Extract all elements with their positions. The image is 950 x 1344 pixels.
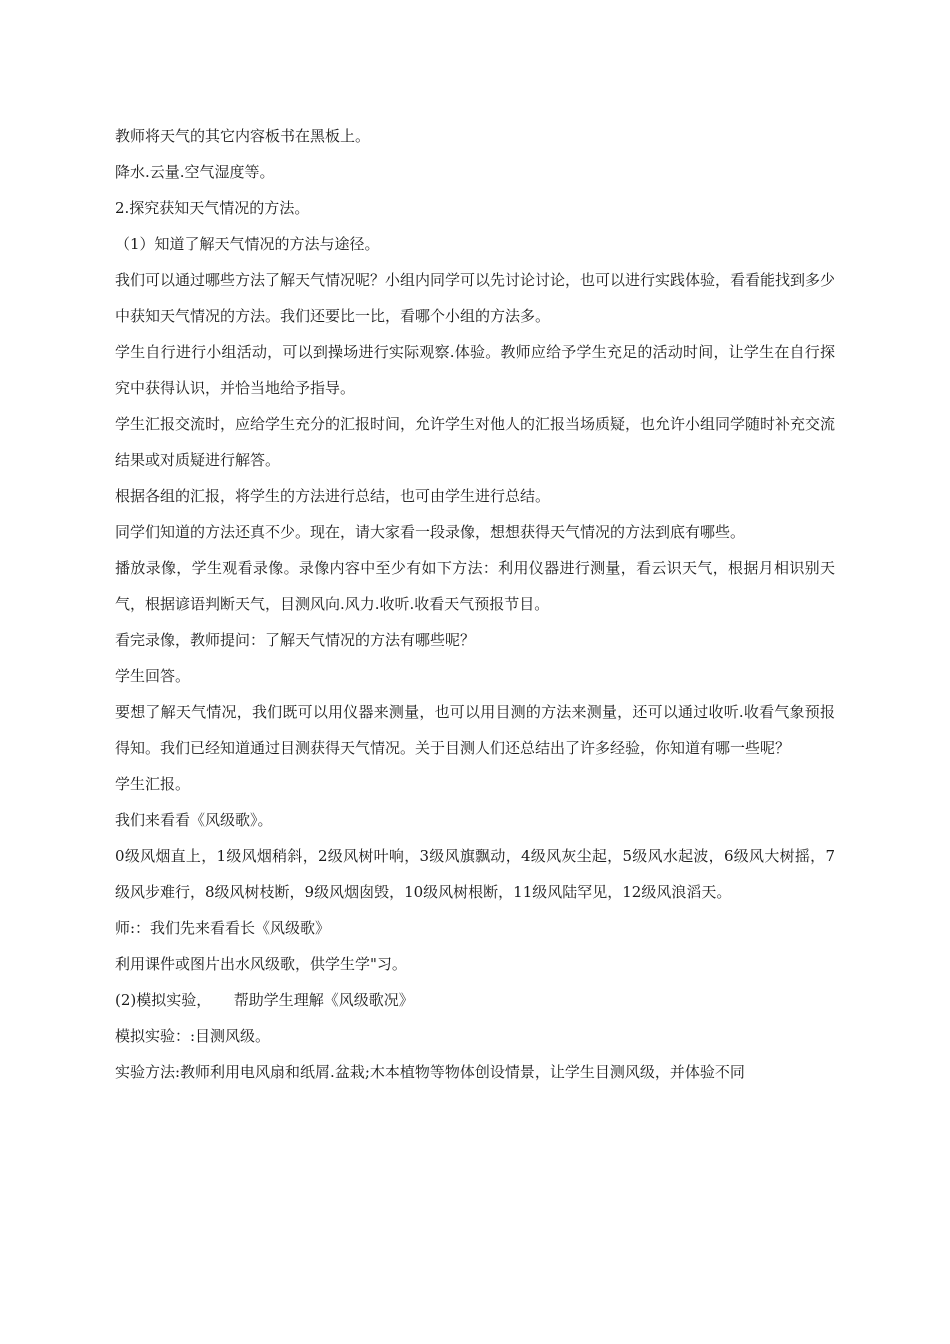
paragraph: 要想了解天气情况，我们既可以用仪器来测量，也可以用目测的方法来测量，还可以通过收听.收看气象预报得知。我们已经知道通过目测获得天气情况。关于目测人们还总结出了许多经验，你知道有哪一些呢？ [115, 703, 835, 757]
paragraph: 实验方法:教师利用电风扇和纸屑.盆栽;木本植物等物体创设情景，让学生目测风级，并体验不同 [115, 1063, 745, 1081]
paragraph: 学生自行进行小组活动，可以到操场进行实际观察.体验。教师应给予学生充足的活动时间，让学生在自行探究中获得认识，并恰当地给予指导。 [115, 343, 835, 397]
paragraph: 学生汇报交流时，应给学生充分的汇报时间，允许学生对他人的汇报当场质疑，也允许小组同学随时补充交流结果或对质疑进行解答。 [115, 415, 836, 469]
paragraph: 利用课件或图片出水风级歌，供学生学"习。 [115, 955, 407, 973]
paragraph: 同学们知道的方法还真不少。现在，请大家看一段录像，想想获得天气情况的方法到底有哪些。 [115, 523, 746, 541]
paragraph: 我们可以通过哪些方法了解天气情况呢？小组内同学可以先讨论讨论，也可以进行实践体验，看看能找到多少中获知天气情况的方法。我们还要比一比，看哪个小组的方法多。 [115, 271, 836, 325]
paragraph: 学生汇报。 [115, 775, 191, 793]
document-page [115, 118, 835, 1090]
paragraph: 学生回答。 [115, 667, 191, 685]
paragraph: （1）知道了解天气情况的方法与途径。 [115, 235, 380, 253]
paragraph: 2.探究获知天气情况的方法。 [115, 199, 310, 217]
paragraph: 我们来看看《风级歌》。 [115, 811, 273, 829]
paragraph: (2)模拟实验， 帮助学生理解《风级歌况》 [115, 991, 414, 1009]
paragraph: 教师将天气的其它内容板书在黑板上。 [115, 127, 371, 145]
paragraph: 师:：我们先来看看长《风级歌》 [115, 919, 331, 937]
paragraph: 根据各组的汇报，将学生的方法进行总结，也可由学生进行总结。 [115, 487, 551, 505]
paragraph: 降水.云量.空气湿度等。 [115, 163, 275, 181]
paragraph: 看完录像，教师提问：了解天气情况的方法有哪些呢？ [115, 631, 476, 649]
paragraph: 0级风烟直上，1级风烟稍斜，2级风树叶响，3级风旗飘动，4级风灰尘起，5级风水起波，6级风大树摇，7级风步难行，8级风树枝断，9级风烟囱毁，10级风树根断，11级风陆罕见，12级风浪滔天。 [115, 847, 835, 901]
paragraph: 播放录像，学生观看录像。录像内容中至少有如下方法：利用仪器进行测量，看云识天气，根据月相识别天气，根据谚语判断天气，目测风向.风力.收听.收看天气预报节目。 [115, 559, 835, 613]
paragraph: 模拟实验：:目测风级。 [115, 1027, 271, 1045]
